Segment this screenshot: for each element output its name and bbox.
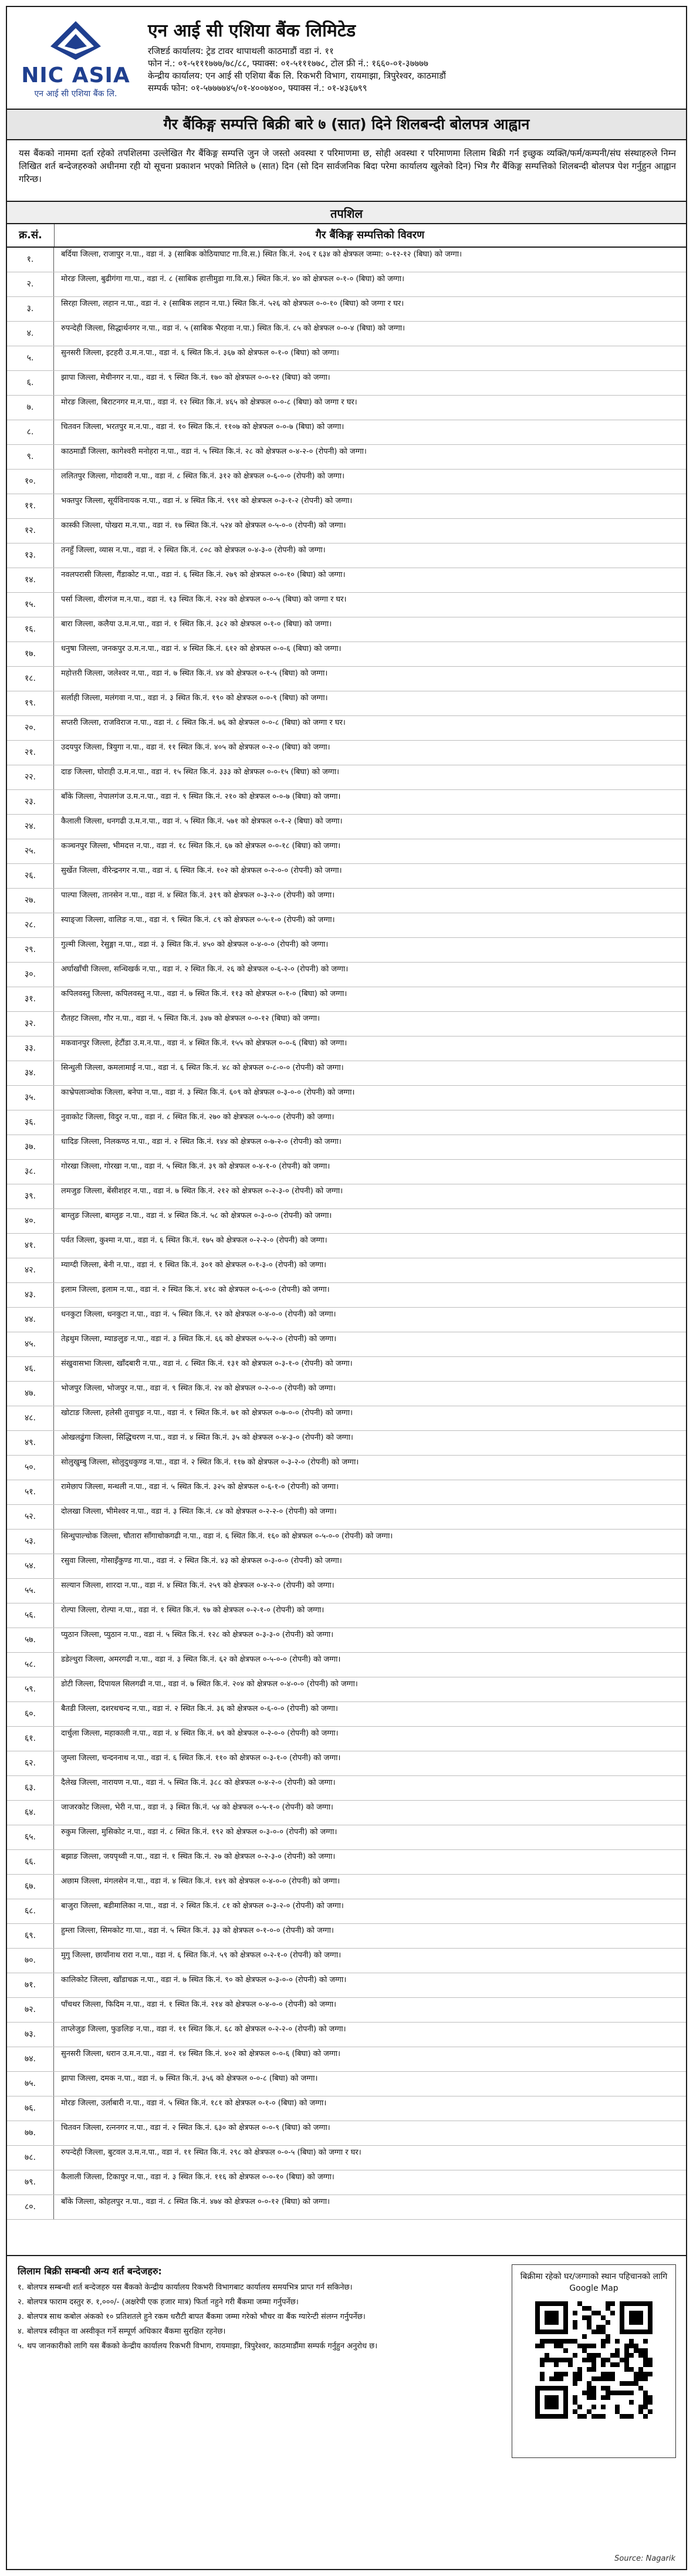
- row-description: डोटी जिल्ला, दिपायल सिलगढी न.पा., वडा नं. ७ स्थित कि.नं. २०४ को क्षेत्रफल ०-४-०-० (रोपनी) को जग्गा।: [61, 1680, 358, 1689]
- table-row: [7, 642, 686, 667]
- row-description: दोलखा जिल्ला, भीमेश्वर न.पा., वडा नं. ३ स्थित कि.नं. ८४ को क्षेत्रफल ०-२-२-० (रोपनी) को जग्गा।: [61, 1507, 337, 1516]
- row-description: संखुवासभा जिल्ला, खाँदबारी न.पा., वडा नं. ८ स्थित कि.नं. १३१ को क्षेत्रफल ०-३-१-० (रोपनी) को जग्गा।: [61, 1359, 353, 1368]
- row-serial-number: ५७.: [7, 1628, 54, 1652]
- row-description: बाँके जिल्ला, नेपालगंज उ.म.न.पा., वडा नं. ९ स्थित कि.नं. २१० को क्षेत्रफल ०-०-७ (बिघा) को जग्गा।: [61, 792, 341, 801]
- row-description: नुवाकोट जिल्ला, विदुर न.पा., वडा नं. ८ स्थित कि.नं. २७० को क्षेत्रफल ०-५-०-० (रोपनी) को जग्गा।: [61, 1113, 334, 1122]
- row-serial-number: ४१.: [7, 1234, 54, 1258]
- row-description: सिन्धुपाल्चोक जिल्ला, चौतारा साँगाचोकगढी न.पा., वडा नं. ६ स्थित कि.नं. १६० को क्षेत्रफल ०-५-०-० (रोपनी) को जग्गा।: [61, 1532, 393, 1541]
- row-serial-number: ३१.: [7, 987, 54, 1011]
- table-row: [7, 1603, 686, 1628]
- row-description: पाँचथर जिल्ला, फिदिम न.पा., वडा नं. १ स्थित कि.नं. २१४ को क्षेत्रफल ०-४-०-० (रोपनी) को जग्गा।: [61, 2000, 337, 2009]
- table-row: [7, 519, 686, 543]
- row-serial-number: ५३.: [7, 1530, 54, 1554]
- row-serial-number: ५१.: [7, 1480, 54, 1504]
- table-row: [7, 1751, 686, 1776]
- row-description: सप्तरी जिल्ला, राजविराज न.पा., वडा नं. ८ स्थित कि.नं. ७६ को क्षेत्रफल ०-०-८ (बिघा) को जग्गा र घर।: [61, 718, 346, 727]
- row-description: कास्की जिल्ला, पोखरा म.न.पा., वडा नं. १७ स्थित कि.नं. ५२४ को क्षेत्रफल ०-५-०-० (रोपनी) को जग्गा।: [61, 521, 346, 530]
- row-description: बाँके जिल्ला, कोहलपुर न.पा., वडा नं. ८ स्थित कि.नं. ४७४ को क्षेत्रफल ०-०-१२ (बिघा) को जग्गा।: [61, 2197, 330, 2206]
- term-item: [18, 2326, 499, 2337]
- row-serial-number: ३५.: [7, 1086, 54, 1110]
- row-serial-number: ३२.: [7, 1012, 54, 1036]
- bank-phone: फोन नं.: ०१-५१११७७७/७८/८८, फ्याक्स: ०१-५१११७७८, टोल फ्री नं.: १६६०-०१-३७७७७: [148, 58, 428, 69]
- table-row: [7, 864, 686, 889]
- term-item: [18, 2341, 499, 2352]
- row-serial-number: २२.: [7, 765, 54, 789]
- table-row: [7, 1480, 686, 1505]
- row-description: दार्चुला जिल्ला, महाकाली न.पा., वडा नं. ४ स्थित कि.नं. ७९ को क्षेत्रफल ०-२-०-० (रोपनी) को जग्गा।: [61, 1729, 339, 1738]
- table-row: [7, 2047, 686, 2072]
- row-description: सुर्खेत जिल्ला, वीरेन्द्रनगर न.पा., वडा नं. ६ स्थित कि.नं. १०२ को क्षेत्रफल ०-२-०-० (रोपनी) को जग्गा।: [61, 866, 342, 875]
- row-serial-number: १३.: [7, 543, 54, 568]
- table-row: [7, 494, 686, 519]
- row-serial-number: २०.: [7, 716, 54, 740]
- bank-logo-icon: [49, 20, 102, 61]
- table-row: [7, 617, 686, 642]
- row-serial-number: ५४.: [7, 1554, 54, 1578]
- row-serial-number: ७३.: [7, 2023, 54, 2047]
- row-serial-number: १७.: [7, 642, 54, 666]
- table-row: [7, 1505, 686, 1530]
- row-description: रुपन्देही जिल्ला, बुटवल उ.म.न.पा., वडा नं. ११ स्थित कि.नं. २९८ को क्षेत्रफल ०-०-५ (बिघा) को जग्गा र घर।: [61, 2148, 361, 2157]
- row-serial-number: ६३.: [7, 1776, 54, 1800]
- table-row: [7, 420, 686, 445]
- row-serial-number: १०.: [7, 470, 54, 494]
- row-description: बाजुरा जिल्ला, बडीमालिका न.पा., वडा नं. २ स्थित कि.नं. ८१ को क्षेत्रफल ०-३-२-० (रोपनी) को जग्गा।: [61, 1902, 344, 1910]
- row-serial-number: ४८.: [7, 1406, 54, 1430]
- table-row: [7, 963, 686, 987]
- row-serial-number: ७६.: [7, 2096, 54, 2121]
- row-description: मोरङ जिल्ला, उर्लाबारी न.पा., वडा नं. ५ स्थित कि.नं. १८१ को क्षेत्रफल ०-१-० (बिघा) को जग्गा।: [61, 2099, 327, 2108]
- row-description: नवलपरासी जिल्ला, गैंडाकोट न.पा., वडा नं. ६ स्थित कि.नं. २७९ को क्षेत्रफल ०-०-१० (बिघा) को जग्गा।: [61, 570, 346, 579]
- table-row: [7, 1875, 686, 1899]
- table-row: [7, 839, 686, 864]
- row-serial-number: १.: [7, 248, 54, 272]
- schedule-label: तपशिल: [7, 201, 686, 224]
- notice-title: गैर बैंकिङ्ग सम्पत्ति बिक्री बारे ७ (सात) दिने शिलबन्दी बोलपत्र आह्वान: [7, 110, 686, 140]
- row-serial-number: १९.: [7, 691, 54, 715]
- table-header: [7, 224, 686, 248]
- row-description: सुनसरी जिल्ला, इटहरी उ.म.न.पा., वडा नं. ६ स्थित कि.नं. ३६७ को क्षेत्रफल ०-१-० (बिघा) को जग्गा।: [61, 349, 339, 357]
- notice-page: [6, 6, 687, 2570]
- row-description: लमजुङ जिल्ला, बेंसीशहर न.पा., वडा नं. ७ स्थित कि.नं. २१२ को क्षेत्रफल ०-२-३-० (रोपनी) को जग्गा।: [61, 1187, 343, 1196]
- table-row: [7, 1998, 686, 2023]
- row-serial-number: ७०.: [7, 1949, 54, 1973]
- intro-text: यस बैंकको नाममा दर्ता रहेको तपशिलमा उल्लेखित गैर बैंकिङ्ग सम्पत्ति जुन जे जस्तो अवस्था र परिमाणमा छ, सोही अवस्था र परिमाणमा लिलाम बिक्री गर्न इच्छुक व्यक्ति/फर्म/कम्पनी/संघ संस्थाहरुले निम्न लिखित शर्त बन्देजहरुको अधीनमा रही यो सूचना प्रकाशन भएको मितिले ७ (सात) दिन (सो दिन सार्वजनिक बिदा परेमा कार्यालय खुलेको दिन) भित्र गैर बैंकिङ्ग सम्पत्तिको शिलबन्दी बोलपत्र पेश गर्नुहुन आह्वान गरिन्छ।: [19, 148, 676, 184]
- bank-info: [148, 18, 676, 94]
- table-row: [7, 1283, 686, 1308]
- row-description: भोजपुर जिल्ला, भोजपुर न.पा., वडा नं. ९ स्थित कि.नं. २४ को क्षेत्रफल ०-२-०-० (रोपनी) को जग्गा।: [61, 1384, 336, 1393]
- table-row: [7, 1209, 686, 1234]
- terms-section: [18, 2264, 499, 2355]
- row-serial-number: ७७.: [7, 2121, 54, 2145]
- table-row: [7, 470, 686, 494]
- row-serial-number: २५.: [7, 839, 54, 863]
- term-number: ४.: [18, 2327, 24, 2336]
- map-caption: बिक्रीमा रहेको घर/जग्गाको स्थान पहिचानको लागि Google Map: [520, 2272, 668, 2293]
- term-item: [18, 2311, 499, 2322]
- notice-footer: [7, 2255, 686, 2569]
- table-row: [7, 1332, 686, 1357]
- row-description: सल्यान जिल्ला, शारदा न.पा., वडा नं. ४ स्थित कि.नं. २५९ को क्षेत्रफल ०-४-२-० (रोपनी) को जग्गा।: [61, 1581, 334, 1590]
- row-description: दैलेख जिल्ला, नारायण न.पा., वडा नं. ५ स्थित कि.नं. ३८८ को क्षेत्रफल ०-४-२-० (रोपनी) को जग्गा।: [61, 1778, 336, 1787]
- table-row: [7, 889, 686, 913]
- table-row: [7, 1628, 686, 1653]
- term-text: बोलपत्र स्वीकृत वा अस्वीकृत गर्ने सम्पूर्ण अधिकार बैंकमा सुरक्षित रहनेछ।: [27, 2327, 226, 2336]
- table-row: [7, 938, 686, 963]
- table-row: [7, 2170, 686, 2195]
- table-row: [7, 815, 686, 839]
- terms-list: [18, 2282, 499, 2352]
- row-description: धनुषा जिल्ला, जनकपुर उ.म.न.पा., वडा नं. ४ स्थित कि.नं. ६१२ को क्षेत्रफल ०-०-६ (बिघा) को जग्गा।: [61, 644, 342, 653]
- row-description: मुगु जिल्ला, छायाँनाथ रारा न.पा., वडा नं. ६ स्थित कि.नं. ५९ को क्षेत्रफल ०-२-१-० (रोपनी) को जग्गा।: [61, 1951, 342, 1960]
- table-row: [7, 2121, 686, 2146]
- row-serial-number: ३६.: [7, 1110, 54, 1135]
- bank-logo-subtext: एन आई सी एशिया बैंक लि.: [34, 89, 117, 99]
- table-row: [7, 1850, 686, 1875]
- row-description: रसुवा जिल्ला, गोसाइँकुण्ड गा.पा., वडा नं. २ स्थित कि.नं. ४३ को क्षेत्रफल ०-३-०-० (रोपनी) को जग्गा।: [61, 1557, 342, 1565]
- row-serial-number: २६.: [7, 864, 54, 888]
- row-serial-number: ४९.: [7, 1431, 54, 1455]
- row-description: कालिकोट जिल्ला, खाँडाचक्र न.पा., वडा नं. ७ स्थित कि.नं. ९० को क्षेत्रफल ०-३-०-० (रोपनी) को जग्गा।: [61, 1976, 347, 1984]
- row-serial-number: ४३.: [7, 1283, 54, 1307]
- table-row: [7, 1234, 686, 1258]
- bank-office: केन्द्रीय कार्यालय: एन आई सी एशिया बैंक लि. रिकभरी विभाग, रायमाझा, त्रिपुरेश्वर, काठमाडौं: [148, 70, 446, 81]
- table-row: [7, 1308, 686, 1332]
- row-description: प्युठान जिल्ला, प्युठान न.पा., वडा नं. ५ स्थित कि.नं. १२८ को क्षेत्रफल ०-३-३-० (रोपनी) को जग्गा।: [61, 1630, 334, 1639]
- table-row: [7, 1135, 686, 1160]
- table-row: [7, 1357, 686, 1382]
- table-row: [7, 248, 686, 272]
- row-description: गोरखा जिल्ला, गोरखा न.पा., वडा नं. ५ स्थित कि.नं. ३९ को क्षेत्रफल ०-४-१-० (रोपनी) को जग्गा।: [61, 1162, 330, 1171]
- row-serial-number: ४६.: [7, 1357, 54, 1381]
- row-description: झापा जिल्ला, दमक न.पा., वडा नं. ७ स्थित कि.नं. ३५६ को क्षेत्रफल ०-०-८ (बिघा) को जग्गा।: [61, 2074, 318, 2083]
- row-serial-number: ४४.: [7, 1308, 54, 1332]
- map-qr-box: [512, 2264, 676, 2458]
- row-serial-number: ३९.: [7, 1184, 54, 1208]
- table-row: [7, 543, 686, 568]
- table-row: [7, 1776, 686, 1801]
- row-serial-number: ४५.: [7, 1332, 54, 1356]
- row-description: गुल्मी जिल्ला, रेसुङ्गा न.पा., वडा नं. ३ स्थित कि.नं. ४५० को क्षेत्रफल ०-४-०-० (रोपनी) को जग्गा।: [61, 940, 329, 949]
- table-row: [7, 2096, 686, 2121]
- row-serial-number: ३७.: [7, 1135, 54, 1159]
- row-serial-number: ५२.: [7, 1505, 54, 1529]
- row-serial-number: ४.: [7, 322, 54, 346]
- row-serial-number: ६१.: [7, 1727, 54, 1751]
- row-description: कैलाली जिल्ला, टिकापुर न.पा., वडा नं. ३ स्थित कि.नं. ११६ को क्षेत्रफल ०-०-१० (बिघा) को जग्गा।: [61, 2173, 334, 2182]
- table-row: [7, 1973, 686, 1998]
- term-item: [18, 2282, 499, 2293]
- term-number: ५.: [18, 2342, 24, 2351]
- row-description: बाग्लुङ जिल्ला, बाग्लुङ न.पा., वडा नं. ४ स्थित कि.नं. ५८ को क्षेत्रफल ०-३-०-० (रोपनी) को जग्गा।: [61, 1211, 332, 1220]
- row-serial-number: ५९.: [7, 1677, 54, 1701]
- term-text: बोलपत्र फाराम दस्तुर रु. १,०००/- (अक्षरेपी एक हजार मात्र) फिर्ता नहुने गरी बैंकमा जम्मा गर्नुपर्नेछ।: [27, 2298, 299, 2307]
- row-description: सिरहा जिल्ला, लहान न.पा., वडा नं. २ (साबिक लहान न.पा.) स्थित कि.नं. ५२६ को क्षेत्रफल ०-०-१० (बिघा) को जग्गा र घर।: [61, 299, 404, 308]
- row-serial-number: ४०.: [7, 1209, 54, 1233]
- bank-logo-text: NIC ASIA: [21, 63, 130, 87]
- row-serial-number: ९.: [7, 445, 54, 469]
- table-row: [7, 1086, 686, 1110]
- row-description: दाङ जिल्ला, घोराही उ.म.न.पा., वडा नं. १५ स्थित कि.नं. ३३३ को क्षेत्रफल ०-०-१५ (बिघा) को जग्गा।: [61, 768, 340, 776]
- row-serial-number: ६६.: [7, 1850, 54, 1874]
- row-description: रुकुम जिल्ला, मुसिकोट न.पा., वडा नं. ८ स्थित कि.नं. १९२ को क्षेत्रफल ०-३-०-० (रोपनी) को जग्गा।: [61, 1828, 337, 1836]
- row-description: महोत्तरी जिल्ला, जलेश्वर न.पा., वडा नं. ७ स्थित कि.नं. ४४ को क्षेत्रफल ०-१-५ (बिघा) को जग्गा।: [61, 669, 328, 678]
- table-row: [7, 2195, 686, 2220]
- row-serial-number: ५६.: [7, 1603, 54, 1628]
- table-row: [7, 2023, 686, 2047]
- row-serial-number: ४७.: [7, 1382, 54, 1406]
- table-row: [7, 1825, 686, 1850]
- row-serial-number: ६७.: [7, 1875, 54, 1899]
- table-row: [7, 272, 686, 297]
- row-description: बारा जिल्ला, कलैया उ.म.न.पा., वडा नं. १ स्थित कि.नं. ३८२ को क्षेत्रफल ०-१-० (बिघा) को जग्गा।: [61, 620, 332, 629]
- bank-contact: सम्पर्क फोन: ०१-५७७७७४५/०१-४००७४००, फ्याक्स नं.: ०१-४३६७९९: [148, 83, 367, 93]
- row-serial-number: २८.: [7, 913, 54, 937]
- source-credit: Source: Nagarik: [614, 2554, 675, 2563]
- row-serial-number: ६४.: [7, 1801, 54, 1825]
- row-serial-number: ७५.: [7, 2072, 54, 2096]
- row-serial-number: ५५.: [7, 1579, 54, 1603]
- row-description: मोरङ जिल्ला, बिराटनगर म.न.पा., वडा नं. १२ स्थित कि.नं. ४६५ को क्षेत्रफल ०-०-८ (बिघा) को जग्गा र घर।: [61, 398, 357, 407]
- row-serial-number: ३०.: [7, 963, 54, 987]
- table-row: [7, 2072, 686, 2096]
- table-row: [7, 346, 686, 371]
- table-row: [7, 297, 686, 322]
- table-row: [7, 1382, 686, 1406]
- row-description: तनहुँ जिल्ला, व्यास न.पा., वडा नं. २ स्थित कि.नं. ८०८ को क्षेत्रफल ०-४-३-० (रोपनी) को जग्गा।: [61, 546, 326, 555]
- row-description: इलाम जिल्ला, इलाम न.पा., वडा नं. २ स्थित कि.नं. ४१८ को क्षेत्रफल ०-६-०-० (रोपनी) को जग्गा।: [61, 1285, 330, 1294]
- row-serial-number: १४.: [7, 568, 54, 592]
- row-serial-number: १८.: [7, 667, 54, 691]
- row-serial-number: ६०.: [7, 1702, 54, 1726]
- term-text: बोलपत्र साथ कबोल अंकको १० प्रतिशतले हुने रकम धरौटी बापत बैंकमा जम्मा गरेको भौचर वा बैंक ग्यारेन्टी संलग्न गर्नुपर्नेछ।: [27, 2312, 366, 2321]
- column-header-description: गैर बैंकिङ्ग सम्पत्तिको विवरण: [315, 229, 425, 241]
- row-serial-number: २९.: [7, 938, 54, 962]
- row-serial-number: २१.: [7, 741, 54, 765]
- notice-header: [7, 7, 686, 110]
- row-serial-number: ११.: [7, 494, 54, 518]
- row-serial-number: ६५.: [7, 1825, 54, 1849]
- row-description: पर्वत जिल्ला, कुश्मा न.पा., वडा नं. ६ स्थित कि.नं. १७५ को क्षेत्रफल ०-२-२-० (रोपनी) को जग्गा।: [61, 1236, 327, 1245]
- row-description: पर्सा जिल्ला, वीरगंज म.न.पा., वडा नं. १३ स्थित कि.नं. २२४ को क्षेत्रफल ०-०-५ (बिघा) को जग्गा र घर।: [61, 595, 347, 604]
- row-description: धादिङ जिल्ला, निलकण्ठ न.पा., वडा नं. २ स्थित कि.नं. १४४ को क्षेत्रफल ०-७-२-० (रोपनी) को जग्गा।: [61, 1137, 342, 1146]
- table-row: [7, 1899, 686, 1924]
- row-description: रौतहट जिल्ला, गौर न.पा., वडा नं. ५ स्थित कि.नं. ३४७ को क्षेत्रफल ०-०-१२ (बिघा) को जग्गा।: [61, 1014, 320, 1023]
- row-serial-number: ८.: [7, 420, 54, 444]
- row-serial-number: ७८.: [7, 2146, 54, 2170]
- term-text: बोलपत्र सम्बन्धी शर्त बन्देजहरु यस बैंकको केन्द्रीय कार्यालय रिकभरी विभागबाट कार्यालय समयभित्र प्राप्त गर्न सकिनेछ।: [27, 2283, 353, 2292]
- row-description: डडेल्धुरा जिल्ला, अमरगढी न.पा., वडा नं. ३ स्थित कि.नं. ६२ को क्षेत्रफल ०-५-०-० (रोपनी) को जग्गा।: [61, 1655, 341, 1664]
- row-description: मकवानपुर जिल्ला, हेटौंडा उ.म.न.पा., वडा नं. ४ स्थित कि.नं. १५५ को क्षेत्रफल ०-०-६ (बिघा) को जग्गा।: [61, 1039, 347, 1048]
- table-row: [7, 913, 686, 938]
- table-row: [7, 716, 686, 741]
- row-description: सुनसरी जिल्ला, धरान उ.म.न.पा., वडा नं. १४ स्थित कि.नं. ४०२ को क्षेत्रफल ०-०-६ (बिघा) को जग्गा।: [61, 2050, 341, 2058]
- term-number: १.: [18, 2283, 24, 2292]
- row-serial-number: ४२.: [7, 1258, 54, 1282]
- row-description: तेह्रथुम जिल्ला, म्याङलुङ न.पा., वडा नं. ३ स्थित कि.नं. ६६ को क्षेत्रफल ०-५-२-० (रोपनी) को जग्गा।: [61, 1335, 337, 1343]
- term-item: [18, 2297, 499, 2308]
- row-serial-number: ५.: [7, 346, 54, 370]
- bank-address: रजिष्टर्ड कार्यालय: ट्रेड टावर थापाथली काठमाडौं वडा नं. ११: [148, 46, 334, 56]
- table-row: [7, 1110, 686, 1135]
- row-description: रुपन्देही जिल्ला, सिद्धार्थनगर न.पा., वडा नं. ५ (साबिक भैरहवा न.पा.) स्थित कि.नं. ८५ को क्षेत्रफल ०-०-४ (बिघा) को जग्गा।: [61, 324, 405, 333]
- row-description: पाल्पा जिल्ला, तानसेन न.पा., वडा नं. ४ स्थित कि.नं. ३१९ को क्षेत्रफल ०-३-२-० (रोपनी) को जग्गा।: [61, 891, 335, 900]
- row-description: खोटाङ जिल्ला, हलेसी तुवाचुङ न.पा., वडा नं. १ स्थित कि.नं. ७१ को क्षेत्रफल ०-७-०-० (रोपनी) को जग्गा।: [61, 1409, 353, 1417]
- row-serial-number: ६८.: [7, 1899, 54, 1923]
- row-description: म्याग्दी जिल्ला, बेनी न.पा., वडा नं. १ स्थित कि.नं. ३०१ को क्षेत्रफल ०-१-३-० (रोपनी) को जग्गा।: [61, 1261, 327, 1270]
- table-row: [7, 445, 686, 470]
- terms-title: लिलाम बिक्री सम्बन्धी अन्य शर्त बन्देजहरु:: [18, 2266, 162, 2277]
- row-serial-number: १५.: [7, 593, 54, 617]
- row-description: कञ्चनपुर जिल्ला, भीमदत्त न.पा., वडा नं. १८ स्थित कि.नं. ६७ को क्षेत्रफल ०-०-१८ (बिघा) को जग्गा।: [61, 842, 341, 850]
- row-serial-number: ७२.: [7, 1998, 54, 2022]
- row-description: बझाङ जिल्ला, जयपृथ्वी न.पा., वडा नं. १ स्थित कि.नं. २७ को क्षेत्रफल ०-२-३-० (रोपनी) को जग्गा।: [61, 1852, 336, 1861]
- table-row: [7, 1530, 686, 1554]
- row-serial-number: ३३.: [7, 1037, 54, 1061]
- row-description: रोल्पा जिल्ला, रोल्पा न.पा., वडा नं. १ स्थित कि.नं. ९७ को क्षेत्रफल ०-२-१-० (रोपनी) को जग्गा।: [61, 1606, 324, 1615]
- table-row: [7, 1653, 686, 1677]
- row-serial-number: ६.: [7, 371, 54, 395]
- row-description: बर्दिया जिल्ला, राजापुर न.पा., वडा नं. ३ (साबिक कोठियाघाट गा.वि.स.) स्थित कि.नं. २०६ र ६३४ को क्षेत्रफल जम्मा: ०-१२-१२ (बिघा) को जग्गा।: [61, 250, 462, 259]
- table-row: [7, 1554, 686, 1579]
- column-header-sn: क्र.सं.: [7, 224, 55, 247]
- row-description: कपिलवस्तु जिल्ला, कपिलवस्तु न.पा., वडा नं. ७ स्थित कि.नं. ११३ को क्षेत्रफल ०-१-० (बिघा) को जग्गा।: [61, 990, 347, 998]
- row-serial-number: २३.: [7, 790, 54, 814]
- row-serial-number: ७९.: [7, 2170, 54, 2195]
- row-description: अर्घाखाँची जिल्ला, सन्धिखर्क न.पा., वडा नं. २ स्थित कि.नं. २६ को क्षेत्रफल ०-६-२-० (रोपनी) को जग्गा।: [61, 965, 349, 974]
- table-row: [7, 1406, 686, 1431]
- row-description: काभ्रेपलाञ्चोक जिल्ला, बनेपा न.पा., वडा नं. ३ स्थित कि.नं. ६०९ को क्षेत्रफल ०-३-०-० (रोपनी) को जग्गा।: [61, 1088, 355, 1097]
- table-row: [7, 1184, 686, 1209]
- term-number: २.: [18, 2298, 24, 2307]
- row-serial-number: ५८.: [7, 1653, 54, 1677]
- row-description: हुम्ला जिल्ला, सिमकोट गा.पा., वडा नं. ५ स्थित कि.नं. ३३ को क्षेत्रफल ०-१-०-० (रोपनी) को जग्गा।: [61, 1926, 334, 1935]
- table-row: [7, 1037, 686, 1061]
- table-row: [7, 1949, 686, 1973]
- table-row: [7, 765, 686, 790]
- table-row: [7, 1727, 686, 1751]
- table-row: [7, 1431, 686, 1456]
- bank-logo: [20, 20, 131, 97]
- row-serial-number: १६.: [7, 617, 54, 642]
- row-description: ललितपुर जिल्ला, गोदावरी न.पा., वडा नं. ८ स्थित कि.नं. ३१२ को क्षेत्रफल ०-६-०-० (रोपनी) को जग्गा।: [61, 472, 345, 481]
- row-serial-number: ३४.: [7, 1061, 54, 1085]
- row-description: बैतडी जिल्ला, दशरथचन्द न.पा., वडा नं. २ स्थित कि.नं. ३६ को क्षेत्रफल ०-६-०-० (रोपनी) को जग्गा।: [61, 1704, 338, 1713]
- table-row: [7, 1456, 686, 1480]
- table-row: [7, 593, 686, 617]
- row-description: स्याङ्जा जिल्ला, वालिङ न.पा., वडा नं. ९ स्थित कि.नं. ८९ को क्षेत्रफल ०-५-१-० (रोपनी) को जग्गा।: [61, 916, 335, 924]
- row-serial-number: १२.: [7, 519, 54, 543]
- row-serial-number: ५०.: [7, 1456, 54, 1480]
- row-description: चितवन जिल्ला, भरतपुर म.न.पा., वडा नं. १० स्थित कि.नं. ११०७ को क्षेत्रफल ०-०-७ (बिघा) को जग्गा।: [61, 423, 344, 431]
- table-row: [7, 1258, 686, 1283]
- table-row: [7, 2146, 686, 2170]
- row-description: भक्तपुर जिल्ला, सूर्यविनायक न.पा., वडा नं. ४ स्थित कि.नं. ९९१ को क्षेत्रफल ०-३-१-२ (रोपनी) को जग्गा।: [61, 497, 353, 505]
- property-table: [7, 248, 686, 2249]
- table-row: [7, 1012, 686, 1037]
- row-serial-number: ६९.: [7, 1924, 54, 1948]
- row-description: काठमाडौं जिल्ला, कागेश्वरी मनोहरा न.पा., वडा नं. ५ स्थित कि.नं. २८ को क्षेत्रफल ०-४-२-० (रोपनी) को जग्गा।: [61, 447, 367, 456]
- table-row: [7, 1579, 686, 1603]
- row-description: जुम्ला जिल्ला, चन्दननाथ न.पा., वडा नं. ६ स्थित कि.नं. ११० को क्षेत्रफल ०-३-१-० (रोपनी) को जग्गा।: [61, 1754, 341, 1763]
- table-row: [7, 1677, 686, 1702]
- table-row: [7, 691, 686, 716]
- row-description: रामेछाप जिल्ला, मन्थली न.पा., वडा नं. ५ स्थित कि.नं. ३२५ को क्षेत्रफल ०-६-१-० (रोपनी) को जग्गा।: [61, 1483, 339, 1491]
- table-row: [7, 568, 686, 593]
- table-row: [7, 396, 686, 420]
- row-description: जाजरकोट जिल्ला, भेरी न.पा., वडा नं. ३ स्थित कि.नं. ५४ को क्षेत्रफल ०-५-१-० (रोपनी) को जग्गा।: [61, 1803, 333, 1812]
- row-serial-number: २७.: [7, 889, 54, 913]
- table-row: [7, 667, 686, 691]
- qr-code-icon[interactable]: [535, 2301, 653, 2419]
- row-description: अछाम जिल्ला, मंगलसेन न.पा., वडा नं. ४ स्थित कि.नं. १४९ को क्षेत्रफल ०-४-०-० (रोपनी) को जग्गा।: [61, 1877, 340, 1886]
- table-row: [7, 1061, 686, 1086]
- row-serial-number: २.: [7, 272, 54, 296]
- row-serial-number: ७.: [7, 396, 54, 420]
- table-row: [7, 1801, 686, 1825]
- row-serial-number: ३८.: [7, 1160, 54, 1184]
- table-row: [7, 1160, 686, 1184]
- row-serial-number: ६२.: [7, 1751, 54, 1775]
- table-row: [7, 741, 686, 765]
- row-description: ताप्लेजुङ जिल्ला, फुङलिङ न.पा., वडा नं. ११ स्थित कि.नं. ६८ को क्षेत्रफल ०-२-२-० (रोपनी) को जग्गा।: [61, 2025, 346, 2034]
- row-description: सर्लाही जिल्ला, मलंगवा न.पा., वडा नं. ३ स्थित कि.नं. १९० को क्षेत्रफल ०-०-९ (बिघा) को जग्गा।: [61, 694, 328, 703]
- row-description: सोलुखुम्बु जिल्ला, सोलुदुधकुण्ड न.पा., वडा नं. २ स्थित कि.नं. ११७ को क्षेत्रफल ०-३-२-० (रोपनी) को जग्गा।: [61, 1458, 359, 1467]
- row-serial-number: ३.: [7, 297, 54, 321]
- table-row: [7, 987, 686, 1012]
- row-description: सिन्धुली जिल्ला, कमलामाई न.पा., वडा नं. ६ स्थित कि.नं. ४८ को क्षेत्रफल ०-८-०-० (रोपनी) को जग्गा।: [61, 1064, 344, 1072]
- row-serial-number: ७४.: [7, 2047, 54, 2071]
- row-description: कैलाली जिल्ला, धनगढी उ.म.न.पा., वडा नं. ५ स्थित कि.नं. ५७१ को क्षेत्रफल ०-१-२ (बिघा) को जग्गा।: [61, 817, 343, 826]
- row-description: झापा जिल्ला, मेचीनगर न.पा., वडा नं. ९ स्थित कि.नं. १७० को क्षेत्रफल ०-०-१२ (बिघा) को जग्गा।: [61, 373, 330, 382]
- row-description: ओखलढुंगा जिल्ला, सिद्धिचरण न.पा., वडा नं. ४ स्थित कि.नं. ३५ को क्षेत्रफल ०-४-३-० (रोपनी) को जग्गा।: [61, 1433, 353, 1442]
- table-row: [7, 1702, 686, 1727]
- row-description: धनकुटा जिल्ला, धनकुटा न.पा., वडा नं. ५ स्थित कि.नं. ९२ को क्षेत्रफल ०-४-०-० (रोपनी) को जग्गा।: [61, 1310, 336, 1319]
- row-serial-number: २४.: [7, 815, 54, 839]
- bank-name: एन आई सी एशिया बैंक लिमिटेड: [148, 21, 356, 41]
- row-description: चितवन जिल्ला, रत्ननगर न.पा., वडा नं. २ स्थित कि.नं. ६३० को क्षेत्रफल ०-०-९ (बिघा) को जग्गा।: [61, 2123, 330, 2132]
- row-description: उदयपुर जिल्ला, त्रियुगा न.पा., वडा नं. ११ स्थित कि.नं. ४०५ को क्षेत्रफल ०-२-० (बिघा) को जग्गा।: [61, 743, 330, 752]
- term-number: ३.: [18, 2312, 24, 2321]
- row-description: मोरङ जिल्ला, बुढीगंगा गा.पा., वडा नं. ८ (साबिक हात्तीमुडा गा.वि.स.) स्थित कि.नं. ४० को क्षेत्रफल ०-१-० (बिघा) को जग्गा।: [61, 275, 404, 283]
- table-row: [7, 322, 686, 346]
- row-serial-number: ८०.: [7, 2195, 54, 2219]
- row-serial-number: ७१.: [7, 1973, 54, 1997]
- table-row: [7, 790, 686, 815]
- term-text: थप जानकारीको लागि यस बैंकको केन्द्रीय कार्यालय रिकभरी विभाग, रायमाझा, त्रिपुरेश्वर, काठमाडौंमा सम्पर्क गर्नुहुन अनुरोध छ।: [27, 2342, 378, 2351]
- table-row: [7, 1924, 686, 1949]
- table-row: [7, 371, 686, 396]
